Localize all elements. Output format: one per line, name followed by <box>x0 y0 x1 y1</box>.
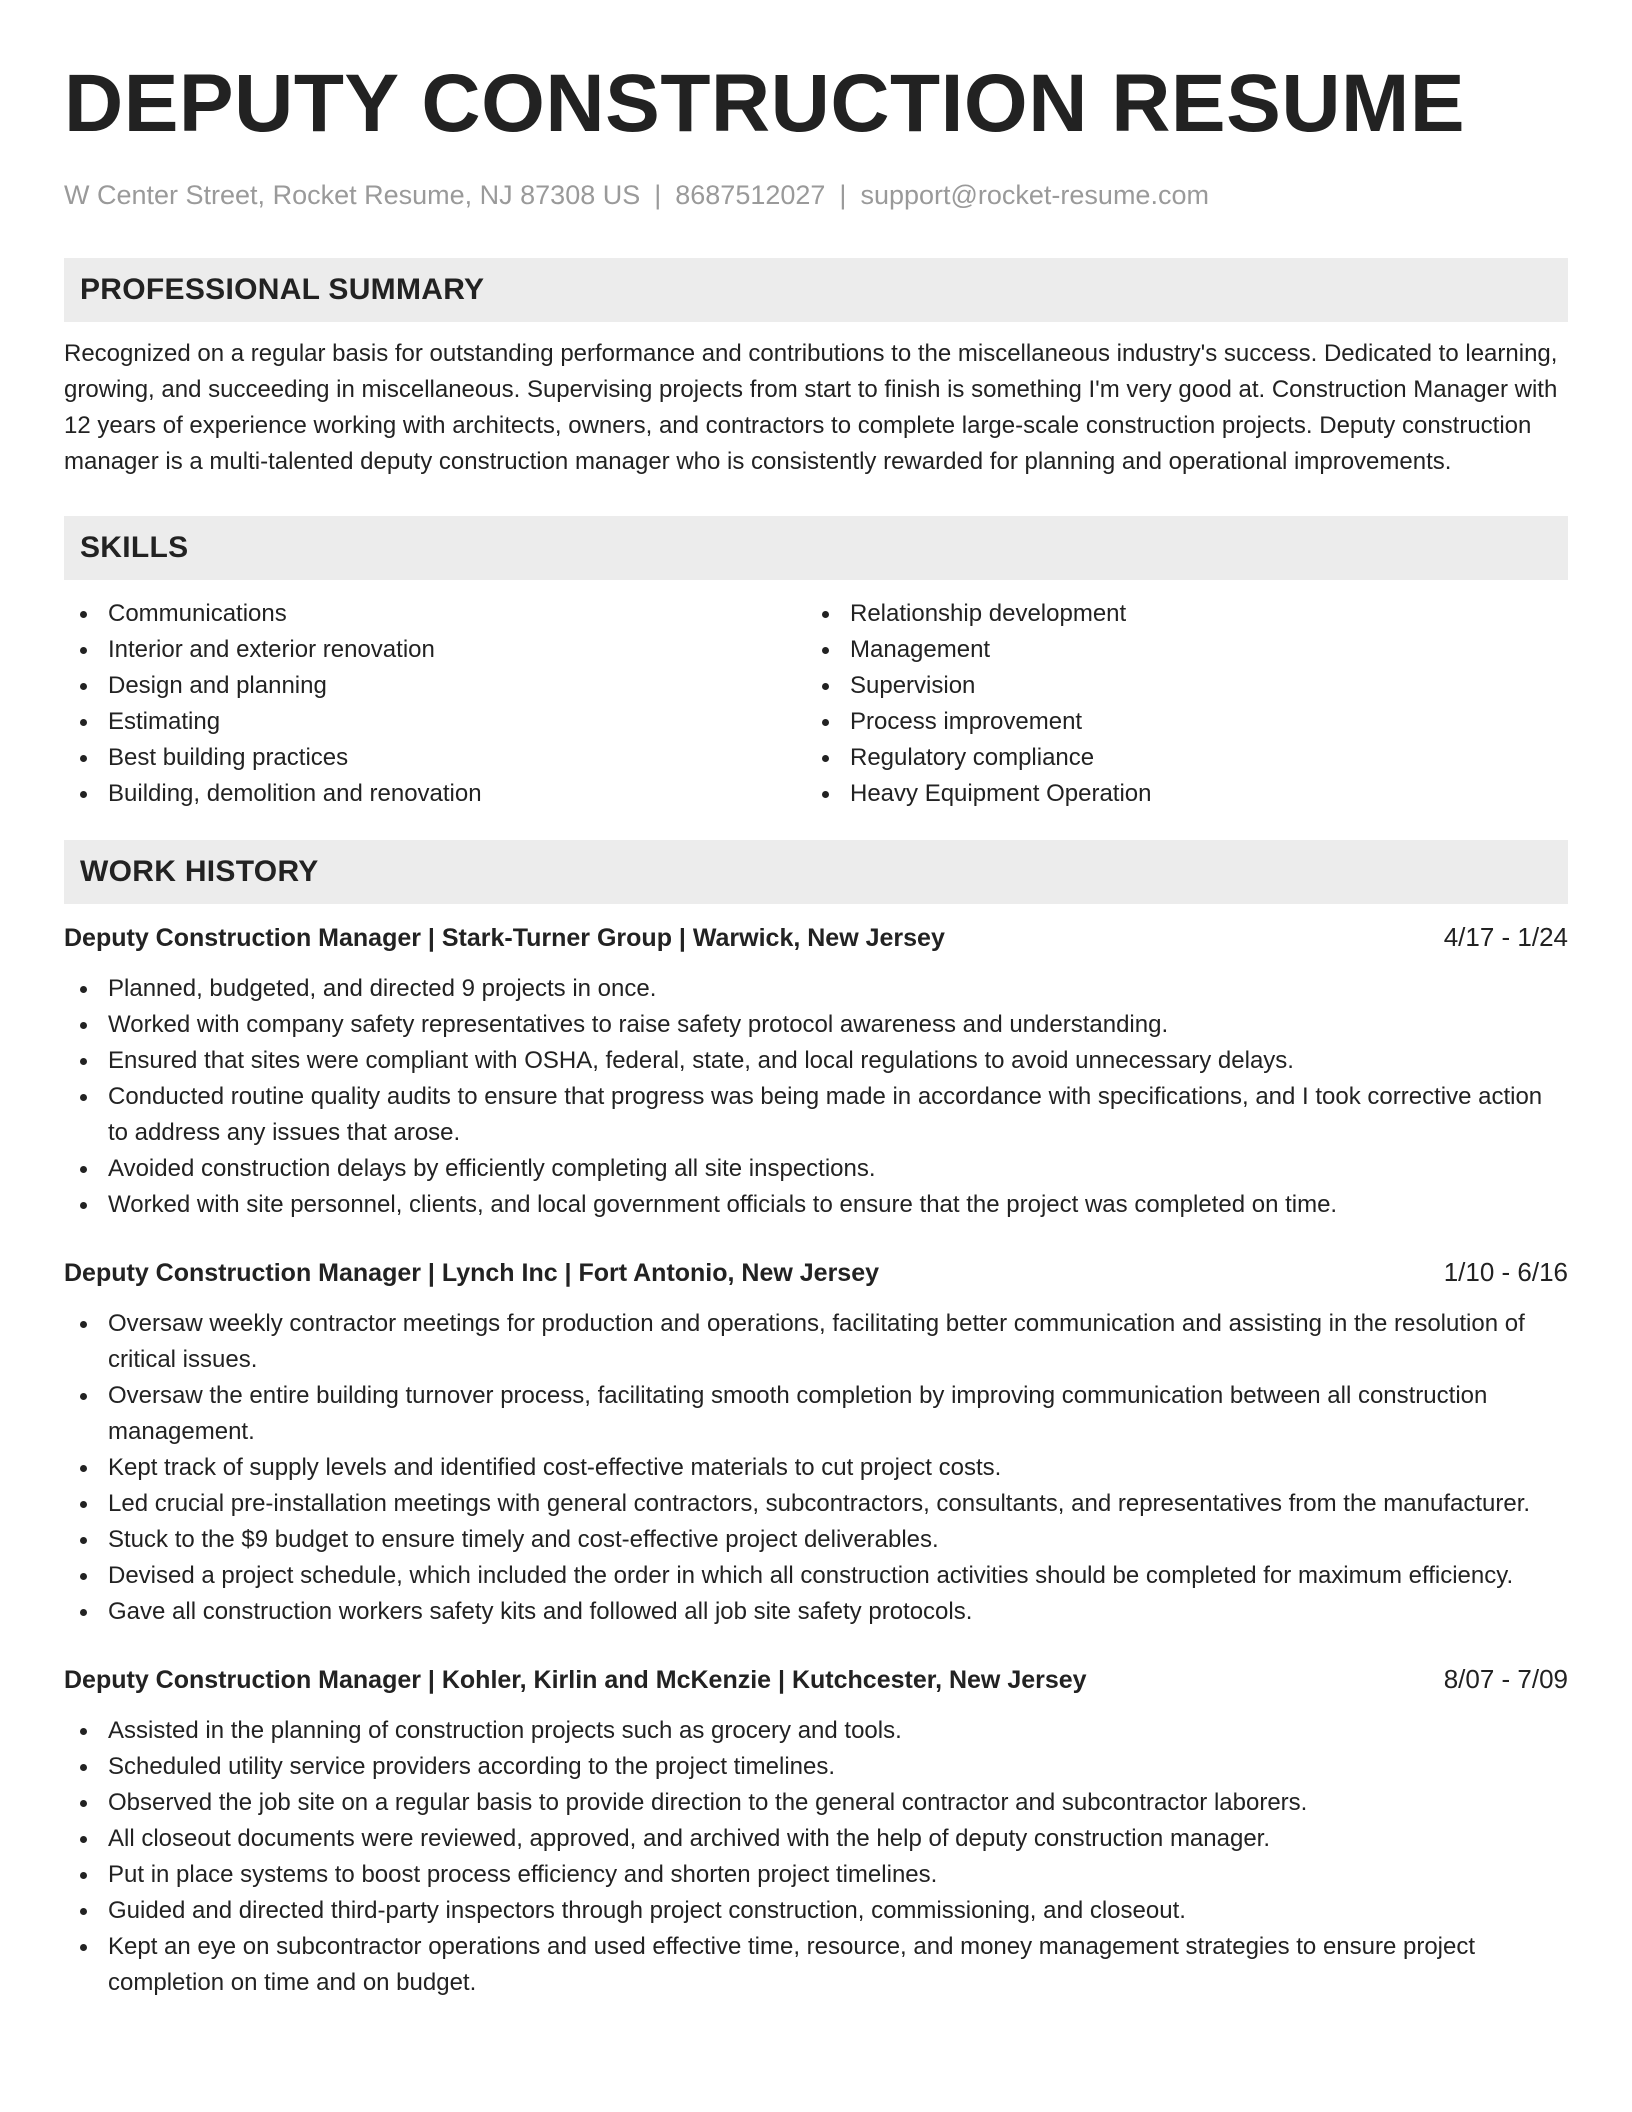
job-bullet: Worked with site personnel, clients, and local government officials to ensure that the project was completed on time. <box>64 1187 1568 1223</box>
summary-section-title: PROFESSIONAL SUMMARY <box>80 273 485 306</box>
job-bullet: Led crucial pre-installation meetings with general contractors, subcontractors, consultants, and representatives from the manufacturer. <box>64 1486 1568 1522</box>
job-bullet: Ensured that sites were compliant with OSHA, federal, state, and local regulations to avoid unnecessary delays. <box>64 1043 1568 1079</box>
job-bullet: Scheduled utility service providers according to the project timelines. <box>64 1749 1568 1785</box>
job-bullet: All closeout documents were reviewed, approved, and archived with the help of deputy construction manager. <box>64 1821 1568 1857</box>
skill-item: Estimating <box>64 704 806 740</box>
work-section-title: WORK HISTORY <box>80 855 319 888</box>
job-bullet: Observed the job site on a regular basis to provide direction to the general contractor and subcontractor laborers. <box>64 1785 1568 1821</box>
skill-item: Design and planning <box>64 668 806 704</box>
job-bullet: Gave all construction workers safety kits and followed all job site safety protocols. <box>64 1594 1568 1630</box>
job-bullets <box>64 1306 1568 1630</box>
job-bullet: Stuck to the $9 budget to ensure timely and cost-effective project deliverables. <box>64 1522 1568 1558</box>
job-bullet: Devised a project schedule, which included the order in which all construction activities should be completed for maximum efficiency. <box>64 1558 1568 1594</box>
skills-list <box>64 596 1568 812</box>
job-dates: 8/07 - 7/09 <box>1443 1664 1568 1694</box>
skill-item: Heavy Equipment Operation <box>806 776 1548 812</box>
skill-item: Management <box>806 632 1548 668</box>
job-bullets <box>64 1713 1568 2001</box>
skill-item: Regulatory compliance <box>806 740 1548 776</box>
job-dates: 4/17 - 1/24 <box>1443 922 1568 952</box>
contact-address: W Center Street, Rocket Resume, NJ 87308 US <box>64 180 641 210</box>
job-dates: 1/10 - 6/16 <box>1443 1257 1568 1287</box>
skill-item: Relationship development <box>806 596 1548 632</box>
contact-separator: | <box>839 180 847 210</box>
job-header <box>64 1255 1568 1290</box>
job-title: Deputy Construction Manager | Stark-Turner Group | Warwick, New Jersey <box>64 924 945 952</box>
contact-line <box>64 178 1568 212</box>
job-bullet: Avoided construction delays by efficiently completing all site inspections. <box>64 1151 1568 1187</box>
job-title: Deputy Construction Manager | Lynch Inc | Fort Antonio, New Jersey <box>64 1259 880 1287</box>
skills-column-right <box>806 596 1548 812</box>
summary-section-header <box>64 258 1568 322</box>
job-entry <box>64 1255 1568 1630</box>
job-bullet: Assisted in the planning of construction projects such as grocery and tools. <box>64 1713 1568 1749</box>
contact-email: support@rocket-resume.com <box>860 180 1209 210</box>
job-entry <box>64 920 1568 1223</box>
skill-item: Interior and exterior renovation <box>64 632 806 668</box>
job-title: Deputy Construction Manager | Kohler, Kirlin and McKenzie | Kutchcester, New Jersey <box>64 1666 1087 1694</box>
job-bullet: Worked with company safety representatives to raise safety protocol awareness and understanding. <box>64 1007 1568 1043</box>
job-bullet: Guided and directed third-party inspectors through project construction, commissioning, and closeout. <box>64 1893 1568 1929</box>
contact-phone: 8687512027 <box>675 180 826 210</box>
job-header <box>64 1662 1568 1697</box>
job-entry <box>64 1662 1568 2001</box>
skill-item: Communications <box>64 596 806 632</box>
skill-item: Best building practices <box>64 740 806 776</box>
resume-page <box>64 48 1568 2001</box>
skill-item: Supervision <box>806 668 1548 704</box>
skill-item: Process improvement <box>806 704 1548 740</box>
job-bullet: Kept track of supply levels and identified cost-effective materials to cut project costs. <box>64 1450 1568 1486</box>
job-bullets <box>64 971 1568 1223</box>
job-header <box>64 920 1568 955</box>
job-bullet: Oversaw the entire building turnover process, facilitating smooth completion by improving communication between all construction management. <box>64 1378 1568 1450</box>
resume-name: DEPUTY CONSTRUCTION RESUME <box>64 58 1466 149</box>
skills-column-left <box>64 596 806 812</box>
skill-item: Building, demolition and renovation <box>64 776 806 812</box>
job-bullet: Put in place systems to boost process efficiency and shorten project timelines. <box>64 1857 1568 1893</box>
summary-text: Recognized on a regular basis for outstanding performance and contributions to the miscellaneous industry's success. Dedicated to learning, growing, and succeeding in miscellaneous. Supervising projects from start to finish is something I'm very good at. Construction Manager with 12 years of experience working with architects, owners, and contractors to complete large-scale construction projects. Deputy construction manager is a multi-talented deputy construction manager who is consistently rewarded for planning and operational improvements. <box>64 340 1558 475</box>
skills-section-header <box>64 516 1568 580</box>
work-section-header <box>64 840 1568 904</box>
job-bullet: Kept an eye on subcontractor operations and used effective time, resource, and money management strategies to ensure project completion on time and on budget. <box>64 1929 1568 2001</box>
skills-section-title: SKILLS <box>80 531 189 564</box>
job-bullet: Planned, budgeted, and directed 9 projects in once. <box>64 971 1568 1007</box>
job-bullet: Conducted routine quality audits to ensure that progress was being made in accordance with specifications, and I took corrective action to address any issues that arose. <box>64 1079 1568 1151</box>
contact-separator: | <box>654 180 662 210</box>
job-bullet: Oversaw weekly contractor meetings for production and operations, facilitating better communication and assisting in the resolution of critical issues. <box>64 1306 1568 1378</box>
